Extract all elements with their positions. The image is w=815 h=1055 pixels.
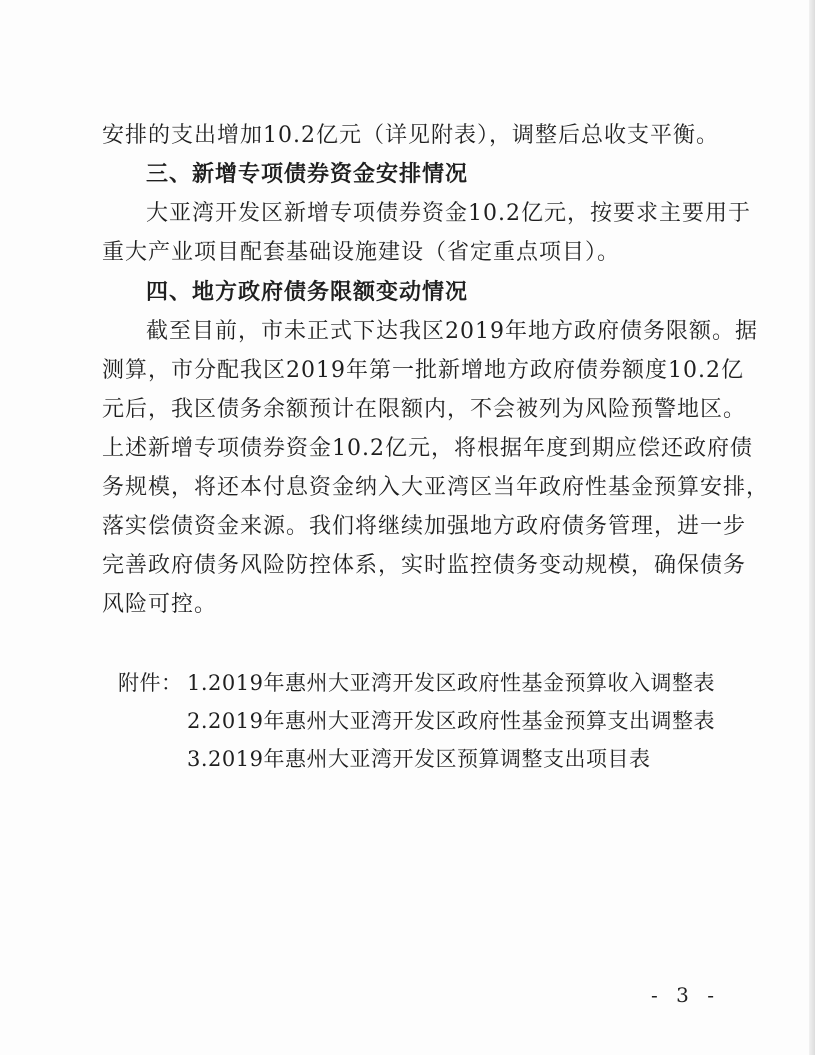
body-line-7: 上述新增专项债券资金10.2亿元，将根据年度到期应偿还政府债 (102, 436, 753, 461)
body-line-2: 大亚湾开发区新增专项债券资金10.2亿元，按要求主要用于 (146, 201, 751, 226)
section-heading-4: 四、地方政府债务限额变动情况 (146, 280, 469, 305)
body-line-4: 截至目前，市未正式下达我区2019年地方政府债务限额。据 (146, 319, 758, 344)
page-number: - 3 - (651, 983, 720, 1007)
body-line-1: 安排的支出增加10.2亿元（详见附表），调整后总收支平衡。 (102, 123, 719, 148)
body-line-5: 测算，市分配我区2019年第一批新增地方政府债券额度10.2亿 (102, 358, 744, 383)
attachment-item-3: 3.2019年惠州大亚湾开发区预算调整支出项目表 (187, 747, 651, 771)
body-line-8: 务规模，将还本付息资金纳入大亚湾区当年政府性基金预算安排， (102, 475, 770, 500)
section-heading-3: 三、新增专项债券资金安排情况 (146, 162, 469, 187)
body-line-10: 完善政府债务风险防控体系，实时监控债务变动规模，确保债务 (102, 553, 747, 578)
attachment-item-1: 1.2019年惠州大亚湾开发区政府性基金预算收入调整表 (187, 671, 715, 695)
body-line-6: 元后，我区债务余额预计在限额内，不会被列为风险预警地区。 (102, 397, 747, 422)
attachment-item-2: 2.2019年惠州大亚湾开发区政府性基金预算支出调整表 (187, 709, 715, 733)
body-line-11: 风险可控。 (102, 592, 218, 617)
body-line-9: 落实偿债资金来源。我们将继续加强地方政府债务管理，进一步 (102, 514, 747, 539)
attachments-label: 附件： (118, 671, 183, 695)
body-line-3: 重大产业项目配套基础设施建设（省定重点项目）。 (102, 240, 621, 265)
scan-edge-shadow (809, 0, 815, 1055)
